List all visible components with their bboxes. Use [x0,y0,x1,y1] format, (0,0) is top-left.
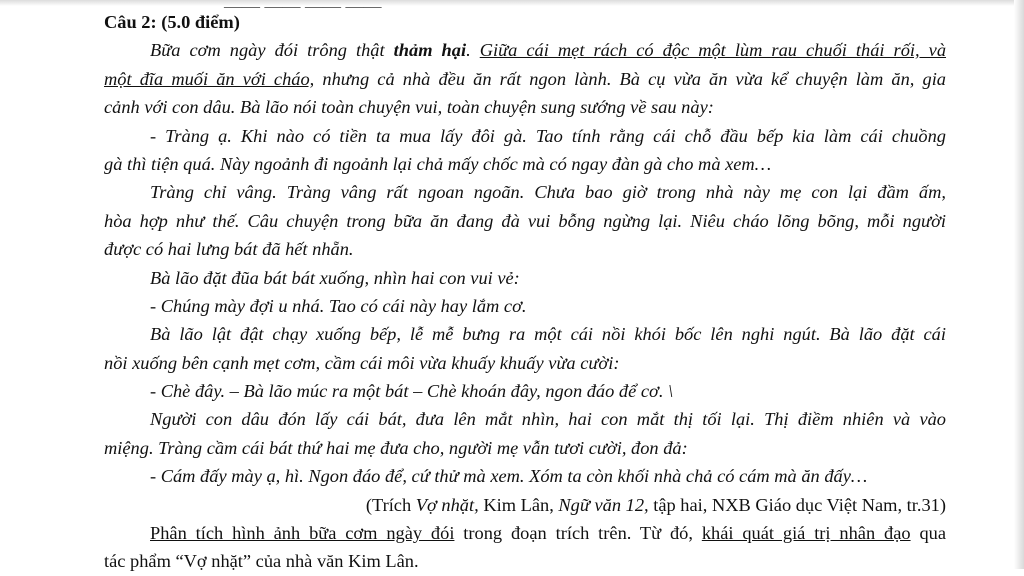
task-line-1: Phân tích hình ảnh bữa cơm ngày đói trong đoạn trích trên. Từ đó, khái quát giá trị nhân đạo qua [150,523,946,544]
question-heading: Câu 2: (5.0 điểm) [104,12,240,32]
passage-line-14: Người con dâu đón lấy cái bát, đưa lên mắt nhìn, hai con mắt thị tối lại. Thị điềm nhiên và vào [150,409,946,430]
task-underline-2: khái quát giá trị nhân đạo [701,523,911,544]
passage-line-5: gà thì tiện quá. Này ngoảnh đi ngoảnh lại chả mấy chốc mà có ngay đàn gà cho mà xem… [104,153,772,174]
passage-line-6: Tràng chỉ vâng. Tràng vâng rất ngoan ngoãn. Chưa bao giờ trong nhà này mẹ con lại đầm ấm, [150,182,946,203]
passage-line-15: miệng. Tràng cầm cái bát thứ hai mẹ đưa cho, người mẹ vẫn tươi cười, đon đả: [104,437,688,458]
photo-right-edge [1014,0,1024,569]
passage-line-16: - Cám đấy mày ạ, hì. Ngon đáo để, cứ thử mà xem. Xóm ta còn khối nhà chả có cám mà ăn đấy… [150,466,868,487]
exam-document [104,0,947,576]
cut-off-header-text: —— —— —— —— [224,0,382,16]
photo-top-edge [0,0,1024,6]
passage-line-2: một đĩa muối ăn với cháo, nhưng cả nhà đều ăn rất ngon lành. Bà cụ vừa ăn vừa kể chuyện làm ăn, gia [104,68,946,89]
passage-line-7: hòa hợp như thế. Câu chuyện trong bữa ăn đang đà vui bỗng ngừng lại. Niêu cháo lõng bõng, mỗi người [104,210,946,231]
passage-line-4: - Tràng ạ. Khi nào có tiền ta mua lấy đôi gà. Tao tính rằng cái chỗ đầu bếp kia làm cái chuồng [150,125,946,146]
citation: (Trích Vợ nhặt, Kim Lân, Ngữ văn 12, tập hai, NXB Giáo dục Việt Nam, tr.31) [365,494,946,515]
passage-line-11: Bà lão lật đật chạy xuống bếp, lễ mễ bưng ra một cái nồi khói bốc lên nghi ngút. Bà lão đặt cái [150,324,946,345]
passage-line-12: nồi xuống bên cạnh mẹt cơm, cầm cái môi vừa khuấy khuấy vừa cười: [104,352,620,373]
passage-line-13: - Chè đây. – Bà lão múc ra một bát – Chè khoán đây, ngon đáo để cơ. \ [150,381,674,402]
passage-line-8: được có hai lưng bát đã hết nhẵn. [104,239,354,260]
passage-line-9: Bà lão đặt đũa bát bát xuống, nhìn hai con vui vẻ: [150,267,520,288]
underlined-phrase: một đĩa muối ăn với cháo, [104,68,315,89]
passage-line-3: cảnh với con dâu. Bà lão nói toàn chuyện vui, toàn chuyện sung sướng về sau này: [104,97,714,118]
underlined-phrase: Giữa cái mẹt rách có độc một lùm rau chuối thái rối, và [479,40,947,61]
passage-line-10: - Chúng mày đợi u nhá. Tao có cái này hay lắm cơ. [150,295,527,316]
bold-word: thảm hại [393,40,467,61]
task-line-2: tác phẩm “Vợ nhặt” của nhà văn Kim Lân. [104,551,419,572]
passage-line-1: Bữa cơm ngày đói trông thật thảm hại. Giữa cái mẹt rách có độc một lùm rau chuối thái rối, và [150,40,947,61]
task-underline-1: Phân tích hình ảnh bữa cơm ngày đói [150,523,455,544]
